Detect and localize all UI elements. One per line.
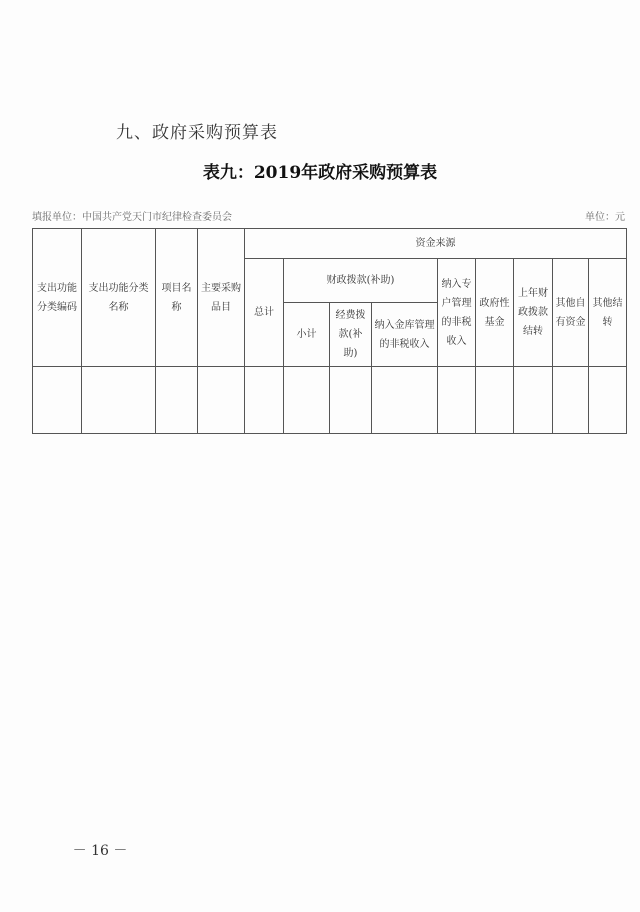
header-own-funds: 其他自有资金 [553, 259, 589, 367]
header-special-account-revenue: 纳入专户管理的非税收入 [438, 259, 476, 367]
header-treasury-revenue: 纳入金库管理的非税收入 [372, 303, 438, 367]
table-cell [589, 367, 627, 434]
header-subtotal: 小计 [284, 303, 330, 367]
table-row [33, 367, 627, 434]
table-cell [372, 367, 438, 434]
header-func-name: 支出功能分类名称 [82, 229, 156, 367]
table-cell [330, 367, 372, 434]
table-cell [284, 367, 330, 434]
table-title: 表九：2019年政府采购预算表 [202, 163, 438, 183]
table-cell [82, 367, 156, 434]
table-cell [156, 367, 198, 434]
table-cell [553, 367, 589, 434]
table-cell [438, 367, 476, 434]
table-cell [514, 367, 553, 434]
procurement-budget-table [32, 228, 627, 434]
header-fiscal-allocation: 财政拨款(补助) [284, 259, 438, 303]
section-heading: 九、政府采购预算表 [116, 123, 278, 143]
table-cell [476, 367, 514, 434]
header-funds-source: 资金来源 [245, 229, 627, 259]
currency-unit-label: 单位：元 [585, 212, 625, 223]
header-total: 总计 [245, 259, 284, 367]
table-cell [245, 367, 284, 434]
header-funding-allocation: 经费拨款(补助) [330, 303, 372, 367]
table-cell [198, 367, 245, 434]
header-func-code: 支出功能分类编码 [33, 229, 82, 367]
header-government-fund: 政府性基金 [476, 259, 514, 367]
fill-unit-label: 填报单位：中国共产党天门市纪律检查委员会 [32, 212, 232, 223]
page-number: － 16 － [72, 843, 128, 859]
header-other-carryover: 其他结转 [589, 259, 627, 367]
header-last-year-carryover: 上年财政拨款结转 [514, 259, 553, 367]
table-cell [33, 367, 82, 434]
header-project-name: 项目名称 [156, 229, 198, 367]
header-procurement-item: 主要采购品目 [198, 229, 245, 367]
